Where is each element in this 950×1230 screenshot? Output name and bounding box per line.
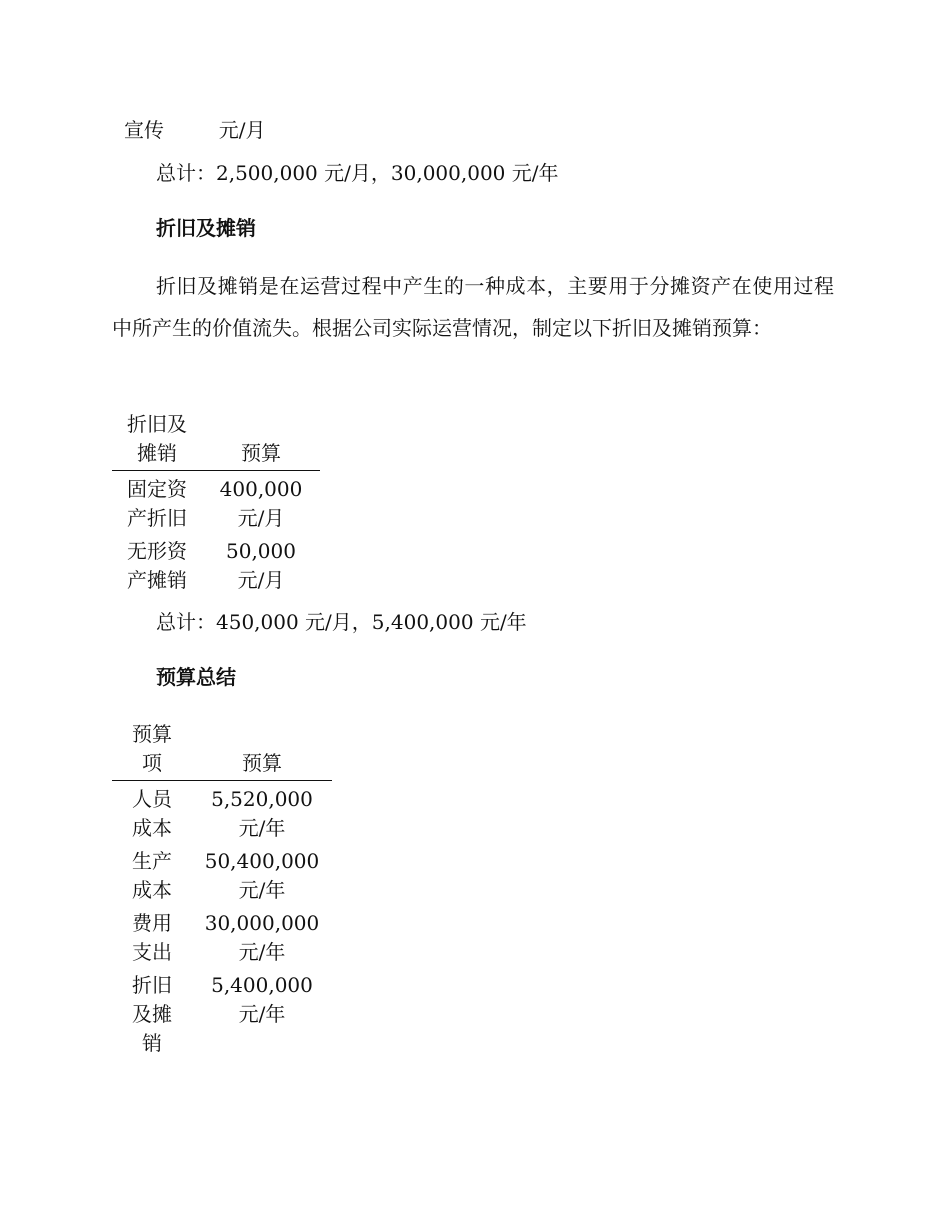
expense-total: 总计：2,500,000 元/月，30,000,000 元/年: [156, 161, 559, 185]
row-budget: 5,520,000 元/年: [211, 787, 313, 840]
column-header-budget: 预算: [202, 410, 320, 471]
publicity-row: [124, 116, 265, 144]
publicity-label: 宣传: [124, 118, 164, 142]
summary-heading: 预算总结: [156, 665, 236, 689]
table-row: [112, 781, 332, 844]
summary-table: [112, 720, 332, 1058]
depreciation-paragraph: 折旧及摊销是在运营过程中产生的一种成本，主要用于分摊资产在使用过程中所产生的价值流失。根据公司实际运营情况，制定以下折旧及摊销预算：: [112, 274, 834, 340]
row-item: 费用 支出: [132, 911, 172, 964]
table-row: [112, 533, 320, 595]
table-header-row: [112, 720, 332, 781]
table-row: [112, 967, 332, 1058]
table-row: [112, 843, 332, 905]
table-header-row: [112, 410, 320, 471]
row-budget: 5,400,000 元/年: [211, 973, 313, 1026]
row-item: 折旧 及摊 销: [132, 973, 172, 1055]
column-header-item: 折旧及 摊销: [112, 410, 202, 471]
row-item: 固定资 产折旧: [127, 477, 187, 530]
row-item: 无形资 产摊销: [127, 539, 187, 592]
row-budget: 50,000 元/月: [226, 539, 296, 592]
row-budget: 30,000,000 元/年: [204, 911, 320, 964]
row-item: 人员 成本: [132, 787, 172, 840]
column-header-item: 预算 项: [112, 720, 192, 781]
depreciation-heading: 折旧及摊销: [156, 216, 256, 240]
row-item: 生产 成本: [132, 849, 172, 902]
table-row: [112, 471, 320, 534]
row-budget: 50,400,000 元/年: [204, 849, 320, 902]
table-row: [112, 905, 332, 967]
depreciation-table: [112, 410, 320, 595]
depreciation-total: 总计：450,000 元/月，5,400,000 元/年: [156, 610, 527, 634]
row-budget: 400,000 元/月: [219, 477, 303, 530]
column-header-budget: 预算: [192, 720, 332, 781]
publicity-unit: 元/月: [218, 118, 266, 142]
